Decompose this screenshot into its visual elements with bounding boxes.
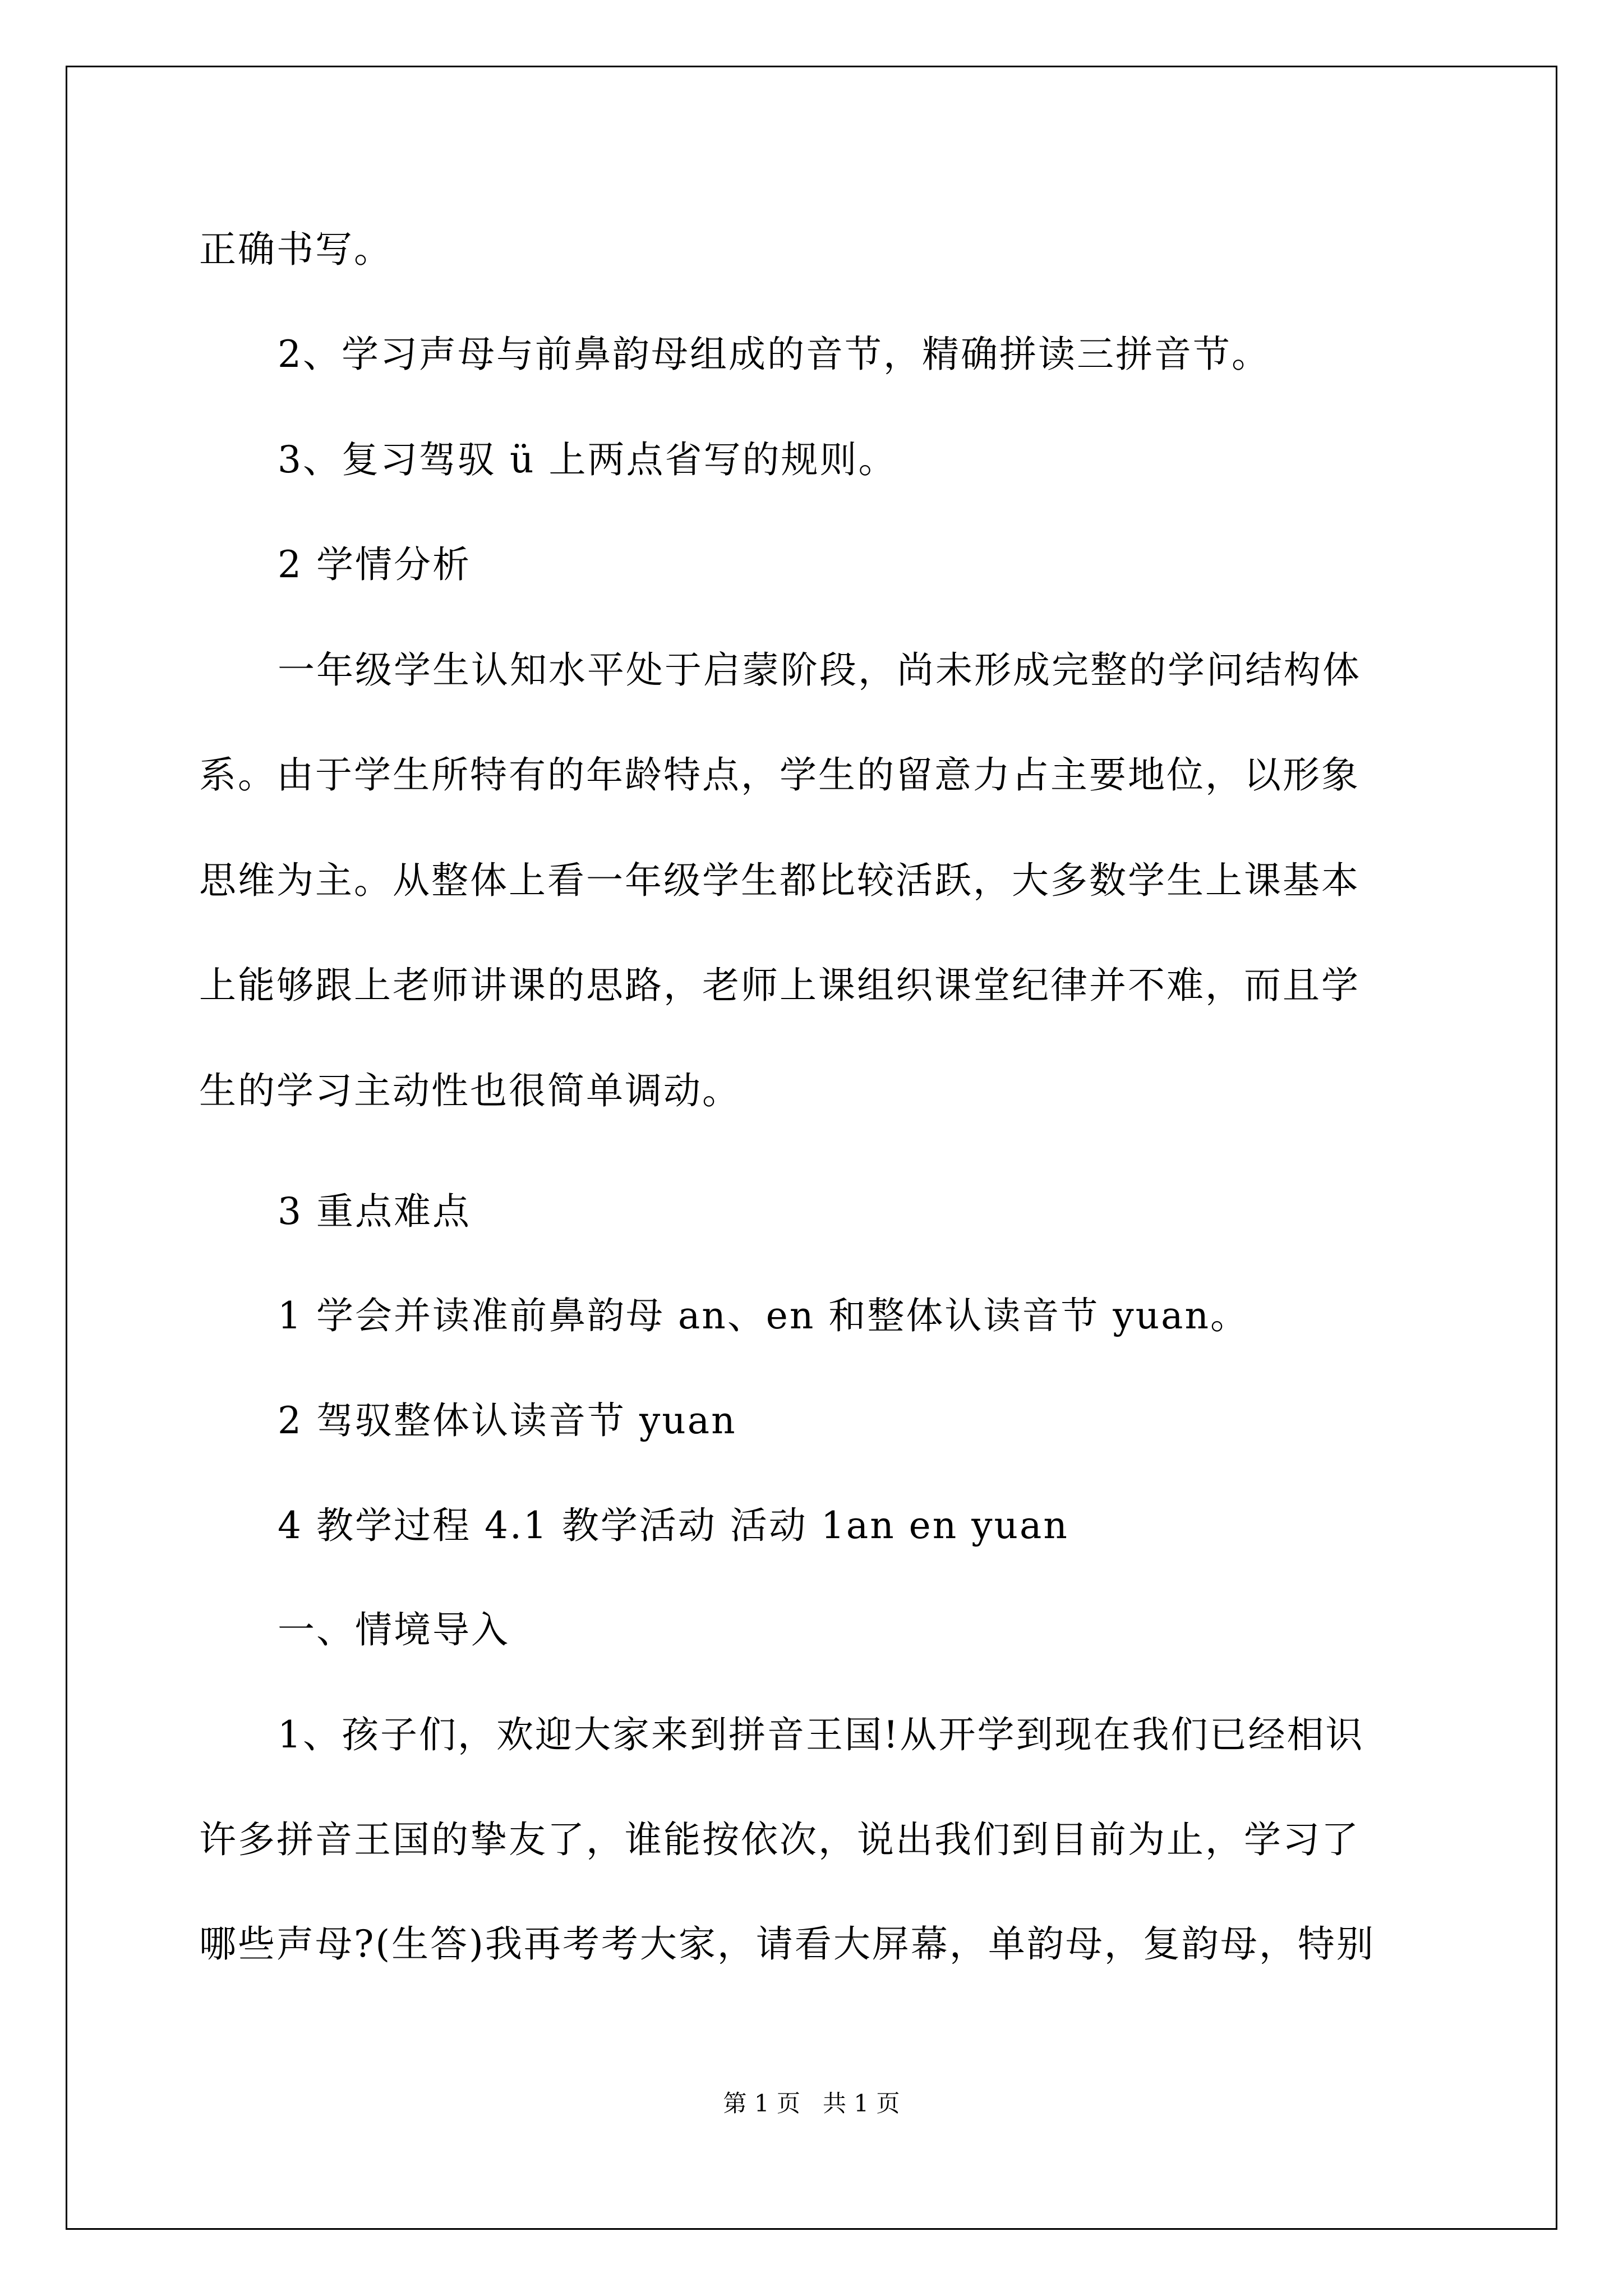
- text-line: 一年级学生认知水平处于启蒙阶段，尚未形成完整的学问结构体: [278, 648, 1361, 692]
- text-line: 3、复习驾驭 ü 上两点省写的规则。: [278, 438, 897, 481]
- page-number-footer: 第 1 页 共 1 页: [723, 2090, 900, 2117]
- text-line: 1 学会并读准前鼻韵母 an、en 和整体认读音节 yuan。: [278, 1294, 1249, 1337]
- text-line: 1、孩子们，欢迎大家来到拼音王国!从开学到现在我们已经相识: [278, 1713, 1364, 1756]
- text-line: 上能够跟上老师讲课的思路，老师上课组织课堂纪律并不难，而且学: [199, 964, 1360, 1007]
- text-line: 哪些声母?(生答)我再考考大家，请看大屏幕，单韵母，复韵母，特别: [199, 1922, 1375, 1966]
- section-heading: 2 学情分析: [278, 543, 471, 586]
- section-heading: 一、情境导入: [278, 1608, 510, 1651]
- text-line: 系。由于学生所特有的年龄特点，学生的留意力占主要地位，以形象: [199, 753, 1360, 797]
- text-line: 正确书写。: [199, 228, 393, 271]
- text-line: 许多拼音王国的挚友了，谁能按依次，说出我们到目前为止，学习了: [199, 1818, 1360, 1861]
- section-heading: 3 重点难点: [278, 1190, 471, 1233]
- text-line: 思维为主。从整体上看一年级学生都比较活跃，大多数学生上课基本: [199, 859, 1360, 902]
- text-line: 2、学习声母与前鼻韵母组成的音节，精确拼读三拼音节。: [278, 333, 1270, 376]
- text-line: 生的学习主动性也很简单调动。: [199, 1069, 741, 1112]
- page-border: [66, 66, 1557, 2230]
- text-line: 2 驾驭整体认读音节 yuan: [278, 1399, 737, 1442]
- section-heading: 4 教学过程 4.1 教学活动 活动 1an en yuan: [278, 1504, 1069, 1547]
